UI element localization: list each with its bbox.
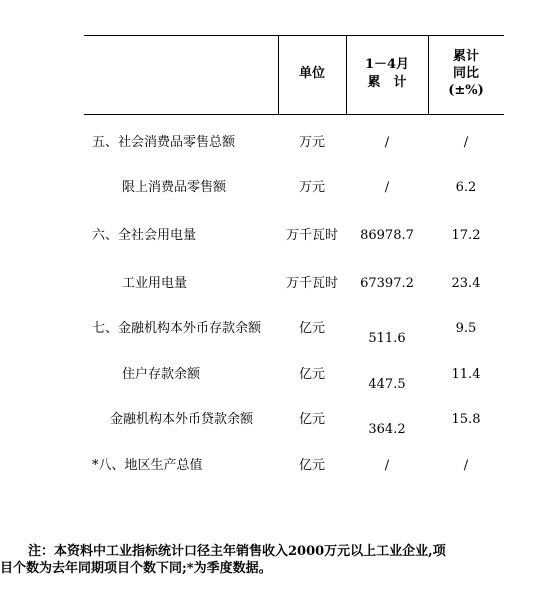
footnote-line2: 目个数为去年同期项目个数下同;*为季度数据。 bbox=[0, 561, 272, 576]
row-yoy: / bbox=[463, 135, 469, 150]
row-label: *八、地区生产总值 bbox=[92, 458, 203, 473]
row-unit: 亿元 bbox=[298, 367, 325, 382]
header-yoy-line2: 同比 bbox=[452, 66, 479, 81]
row-cumulative: 67397.2 bbox=[360, 276, 414, 291]
row-yoy: 23.4 bbox=[451, 276, 481, 291]
row-yoy: 15.8 bbox=[451, 412, 481, 427]
footnote-line1: 注：本资料中工业指标统计口径主年销售收入2000万元以上工业企业,项 bbox=[28, 544, 446, 559]
table-top-rule bbox=[84, 35, 504, 36]
row-unit: 亿元 bbox=[298, 321, 325, 336]
row-unit: 万元 bbox=[298, 135, 325, 150]
row-cumulative: 86978.7 bbox=[360, 228, 414, 243]
row-unit: 亿元 bbox=[298, 412, 325, 427]
header-cumulative-line2: 累 计 bbox=[367, 75, 407, 90]
row-label: 住户存款余额 bbox=[122, 367, 201, 382]
row-label: 金融机构本外币贷款余额 bbox=[110, 412, 254, 427]
row-yoy: 9.5 bbox=[455, 321, 477, 336]
header-yoy-line3: (±%) bbox=[448, 83, 484, 98]
row-cumulative: / bbox=[384, 135, 390, 150]
footnote bbox=[0, 543, 550, 577]
row-cumulative: 364.2 bbox=[368, 422, 406, 437]
header-unit: 单位 bbox=[298, 66, 325, 81]
header-cumulative-line1: 1－4月 bbox=[364, 57, 410, 72]
row-label: 六、全社会用电量 bbox=[92, 228, 197, 243]
row-unit: 万元 bbox=[298, 180, 325, 195]
row-label: 五、社会消费品零售总额 bbox=[92, 135, 236, 150]
row-unit: 亿元 bbox=[298, 458, 325, 473]
row-yoy: 11.4 bbox=[451, 367, 481, 382]
header-bottom-rule bbox=[84, 114, 504, 115]
row-label: 限上消费品零售额 bbox=[122, 180, 227, 195]
row-yoy: / bbox=[463, 458, 469, 473]
row-label: 七、金融机构本外币存款余额 bbox=[92, 321, 262, 336]
statistics-table bbox=[84, 35, 504, 483]
row-cumulative: / bbox=[384, 180, 390, 195]
row-cumulative: 447.5 bbox=[368, 377, 406, 392]
row-unit: 万千瓦时 bbox=[285, 228, 338, 243]
row-cumulative: / bbox=[384, 458, 390, 473]
row-label: 工业用电量 bbox=[122, 276, 188, 291]
row-yoy: 17.2 bbox=[451, 228, 481, 243]
row-unit: 万千瓦时 bbox=[285, 276, 338, 291]
row-cumulative: 511.6 bbox=[368, 331, 406, 346]
header-yoy-line1: 累计 bbox=[452, 49, 479, 64]
row-yoy: 6.2 bbox=[455, 180, 477, 195]
